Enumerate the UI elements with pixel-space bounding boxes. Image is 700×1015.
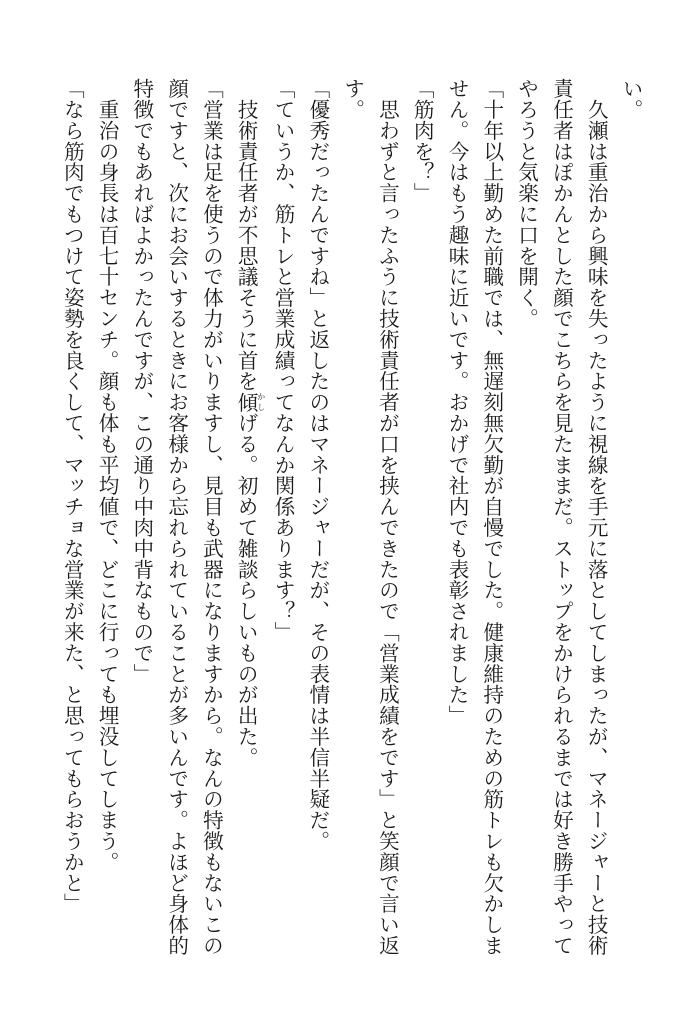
text-line-10: 「優秀だったんですね」と返したのはマネージャーだが、その表情は半信半疑だ。 [305,78,330,852]
text-line-12 [228,78,265,958]
text-line-12-pre: 技術責任者が不思議そうに首を [234,78,259,392]
vertical-text-body [52,78,648,958]
text-line-1: い。 [619,78,643,120]
text-line-15: 特徴でもあればよかったんですが、この通り中肉中背なもので」 [129,78,154,685]
text-line-6: せん。今はもう趣味に近いです。おかげで社内でも表彰されました」 [445,78,470,726]
text-line-9: す。 [340,78,365,120]
text-line-4: やろうと気楽に口を開く。 [514,78,539,329]
text-line-5: 「十年以上勤めた前職では、無遅刻無欠勤が自慢でした。健康維持のための筋トレも欠かしま [479,78,504,956]
text-line-13: 「営業は足を使うので体力がいりますし、見目も武器になりますから。なんの特徴もないこの [199,78,224,956]
text-line-12-post: げる。初めて雑談らしいものが出た。 [234,412,259,768]
text-line-14: 顔ですと、次にお会いするときにお客様から忘れられていることが多いんです。よほど身体的 [164,78,189,956]
ruby-reading: かし [256,391,266,413]
text-line-8: 思わずと言ったふうに技術責任者が口を挟んできたので「営業成績をです」と笑顔で言い返 [375,78,400,956]
text-line-7: 「筋肉を？」 [410,78,435,204]
text-line-17: 「なら筋肉でもつけて姿勢を良くして、マッチョな営業が来た、と思ってもらおうかと」 [60,78,85,914]
ruby-word [234,391,266,413]
text-line-3: 責任者はぽかんとした顔でこちらを見たままだ。ストップをかけられるまでは好き勝手やって [549,78,574,956]
ruby-base: 傾 [234,391,259,413]
text-line-11: 「ていうか、筋トレと営業成績ってなんか関係あります？」 [271,78,296,643]
text-line-16: 重治の身長は百七十センチ。顔も体も平均値で、どこに行っても埋没してしまう。 [95,78,120,873]
text-line-2: 久瀬は重治から興味を失ったように視線を手元に落としてしまったが、マネージャーと技術 [584,78,609,956]
